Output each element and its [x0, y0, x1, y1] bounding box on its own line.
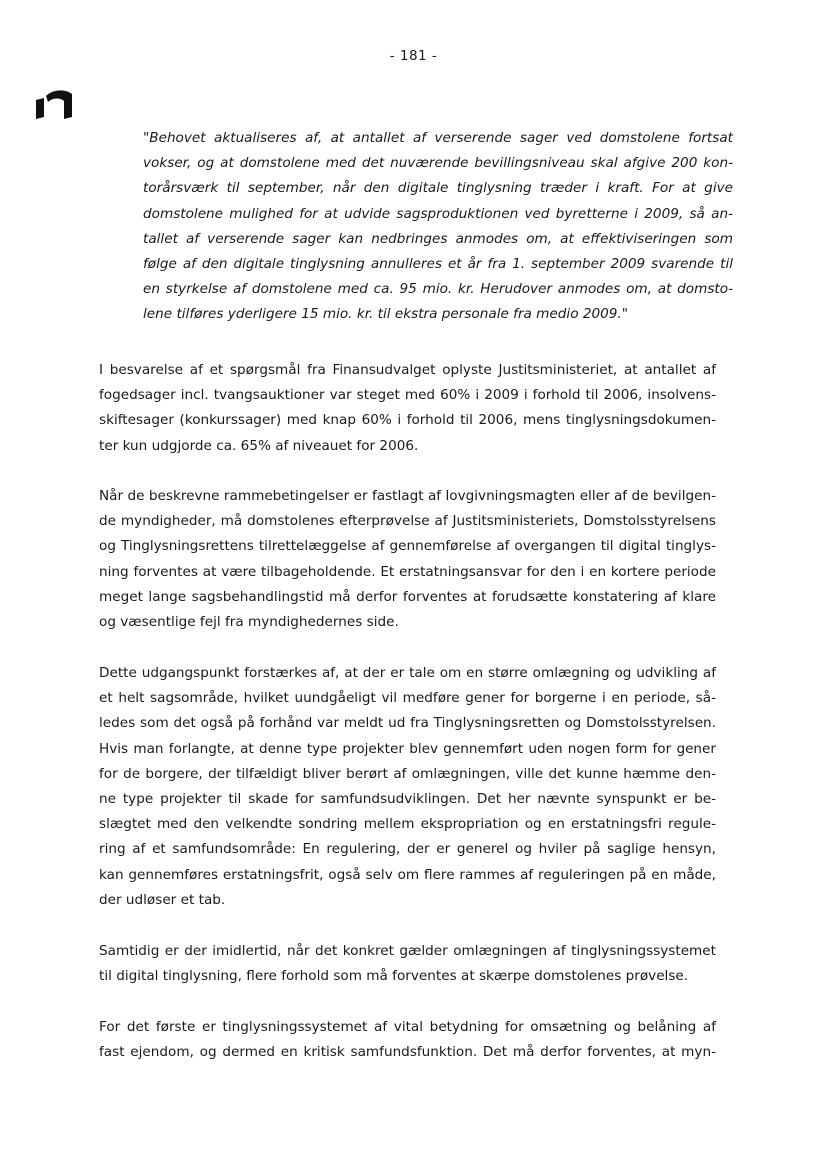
text-line: et helt sagsområde, hvilket uundgåeligt vil medføre gener for borgerne i en periode, så- — [99, 690, 716, 707]
text-line: Samtidig er der imidlertid, når det konkret gælder omlægningen af tinglysningssystemet — [99, 943, 716, 959]
quote-line: en styrkelse af domstolene med ca. 95 mio. kr. Herudover anmodes om, at domsto- — [143, 281, 733, 298]
quote-line: tallet af verserende sager kan nedbringes anmodes om, at effektiviseringen som — [143, 230, 733, 247]
text-line: kan gennemføres erstatningsfrit, også selv om flere rammes af reguleringen på en måde, — [99, 866, 716, 883]
text-line: meget lange sagsbehandlingstid må derfor forventes at forudsætte konstatering af klare — [99, 588, 716, 605]
text-line: skiftesager (konkurssager) med knap 60% i forhold til 2006, mens tinglysningsdokumen- — [99, 412, 716, 429]
page-number: - 181 - — [389, 48, 438, 64]
text-line: der udløser et tab. — [99, 891, 226, 908]
quote-line: domstolene mulighed for at udvide sagsproduktionen ved byretterne i 2009, så an- — [143, 205, 733, 222]
text-line: fogedsager incl. tvangsauktioner var steget med 60% i 2009 i forhold til 2006, insolvens- — [99, 387, 716, 404]
text-line: ter kun udgjorde ca. 65% af niveauet for 2006. — [99, 437, 419, 454]
text-line: ledes som det også på forhånd var meldt ud fra Tinglysningsretten og Domstolsstyrelsen. — [99, 715, 716, 732]
block-quote — [143, 126, 733, 328]
text-line: ning forventes at være tilbageholdende. Et erstatningsansvar for den i en kortere periode — [99, 563, 716, 580]
text-line: og væsentlige fejl fra myndighedernes side. — [99, 614, 399, 631]
quote-line: "Behovet aktualiseres af, at antallet af verserende sager ved domstolene fortsat — [143, 130, 733, 146]
quote-line: følge af den digitale tinglysning annulleres et år fra 1. september 2009 svarende til — [143, 256, 733, 273]
text-line: de myndigheder, må domstolenes efterprøvelse af Justitsministeriets, Domstolsstyrelsens — [99, 513, 716, 530]
text-line: ring af et samfundsområde: En regulering, der er generel og hviler på saglige hensyn, — [99, 841, 716, 858]
paragraph-rammebetingelser — [99, 484, 716, 635]
text-line: for de borgere, der tilfældigt bliver berørt af omlægningen, ville det kunne hæmme den- — [99, 765, 716, 782]
quote-line: lene tilføres yderligere 15 mio. kr. til ekstra personale fra medio 2009." — [143, 306, 629, 323]
paragraph-udgangspunkt — [99, 661, 716, 913]
text-line: slægtet med den velkendte sondring mellem ekspropriation og en erstatningsfri regule- — [99, 816, 716, 833]
quote-line: torårsværk til september, når den digitale tinglysning træder i kraft. For at give — [143, 180, 733, 197]
paragraph-samtidig — [99, 939, 716, 989]
quote-line: vokser, og at domstolene med det nuværende bevillingsniveau skal afgive 200 kon- — [143, 155, 733, 172]
text-line: Hvis man forlangte, at denne type projekter blev gennemført uden nogen form for gener — [99, 740, 716, 757]
text-line: Dette udgangspunkt forstærkes af, at der er tale om en større omlægning og udvikling af — [99, 665, 716, 681]
text-line: Når de beskrevne rammebetingelser er fastlagt af lovgivningsmagten eller af de bevilgen- — [99, 488, 716, 504]
text-line: fast ejendom, og dermed en kritisk samfundsfunktion. Det må derfor forventes, at myn- — [99, 1044, 716, 1061]
text-line: til digital tinglysning, flere forhold som må forventes at skærpe domstolenes prøvelse. — [99, 968, 689, 985]
text-line: og Tinglysningsrettens tilrettelæggelse af gennemførelse af overgangen til digital tinglys- — [99, 538, 716, 555]
paragraph-finansudvalget — [99, 358, 716, 459]
text-line: For det første er tinglysningssystemet af vital betydning for omsætning og belåning af — [99, 1019, 716, 1035]
text-line: I besvarelse af et spørgsmål fra Finansudvalget oplyste Justitsministeriet, at antallet af — [99, 362, 716, 378]
text-line: ne type projekter til skade for samfundsudviklingen. Det her nævnte synspunkt er be- — [99, 791, 716, 808]
logo-icon — [34, 86, 76, 122]
paragraph-for-det-foerste — [99, 1015, 716, 1065]
